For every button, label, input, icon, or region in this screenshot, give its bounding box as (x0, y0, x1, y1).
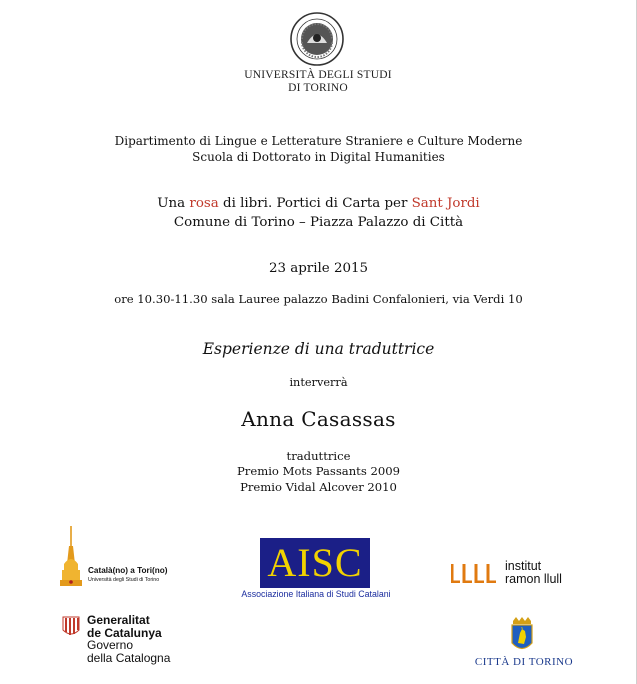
event-part2: di libri. Portici di Carta per (218, 196, 412, 211)
catala-title: Català(no) a Tori(no) (88, 566, 168, 575)
award-vidal-alcover: Premio Vidal Alcover 2010 (240, 479, 397, 494)
university-name-line2: DI TORINO (288, 82, 348, 94)
event-time-place: ore 10.30-11.30 sala Lauree palazzo Badini Confalonieri, via Verdi 10 (114, 292, 523, 306)
mole-antonelliana-icon (58, 526, 84, 588)
talk-title: Esperienze di una traduttrice (202, 340, 435, 358)
aisc-caption: Associazione Italiana di Studi Catalani (241, 589, 391, 599)
university-logo (233, 6, 403, 104)
llull-line1: institut (505, 559, 542, 573)
role-translator: traduttrice (286, 449, 351, 463)
generalitat-line4: della Catalogna (87, 650, 171, 665)
event-sant-jordi: Sant Jordi (411, 196, 480, 211)
speaker-name: Anna Casassas (241, 407, 396, 431)
university-seal-icon (290, 12, 344, 66)
generalitat-text (87, 614, 170, 664)
llull-line2: ramon llull (505, 572, 562, 586)
speaker-roles (0, 449, 637, 495)
university-name-line1: UNIVERSITÀ DEGLI STUDI (244, 69, 392, 81)
catala-logo-text (88, 566, 167, 583)
aisc-logo (260, 538, 370, 588)
generalitat-line1: Generalitat (87, 613, 150, 627)
llull-logo-text (505, 560, 562, 586)
department-block (0, 134, 637, 165)
event-block (0, 195, 637, 232)
generalitat-line3: Governo (87, 638, 134, 652)
torino-crest-icon (509, 617, 535, 655)
event-rosa: rosa (189, 196, 219, 211)
generalitat-line2: de Catalunya (87, 625, 162, 640)
citta-di-torino-text: CITTÀ DI TORINO (474, 656, 574, 668)
catala-subtitle: Università degli Studi di Torino (88, 577, 160, 583)
event-title-line (0, 195, 637, 214)
intervera-label: interverrà (289, 376, 348, 389)
award-mots-passants: Premio Mots Passants 2009 (237, 464, 400, 479)
event-date: 23 aprile 2015 (268, 261, 369, 276)
event-location-line: Comune di Torino – Piazza Palazzo di Città (173, 214, 464, 230)
doctoral-school-line: Scuola di Dottorato in Digital Humanities (192, 149, 445, 164)
university-name (233, 69, 403, 95)
generalitat-emblem-icon (62, 616, 80, 638)
llull-logo-icon (451, 563, 499, 583)
department-line: Dipartimento di Lingue e Letterature Straniere e Culture Moderne (114, 134, 523, 148)
event-part1: Una (157, 196, 190, 211)
aisc-acronym: AISC (267, 540, 363, 585)
